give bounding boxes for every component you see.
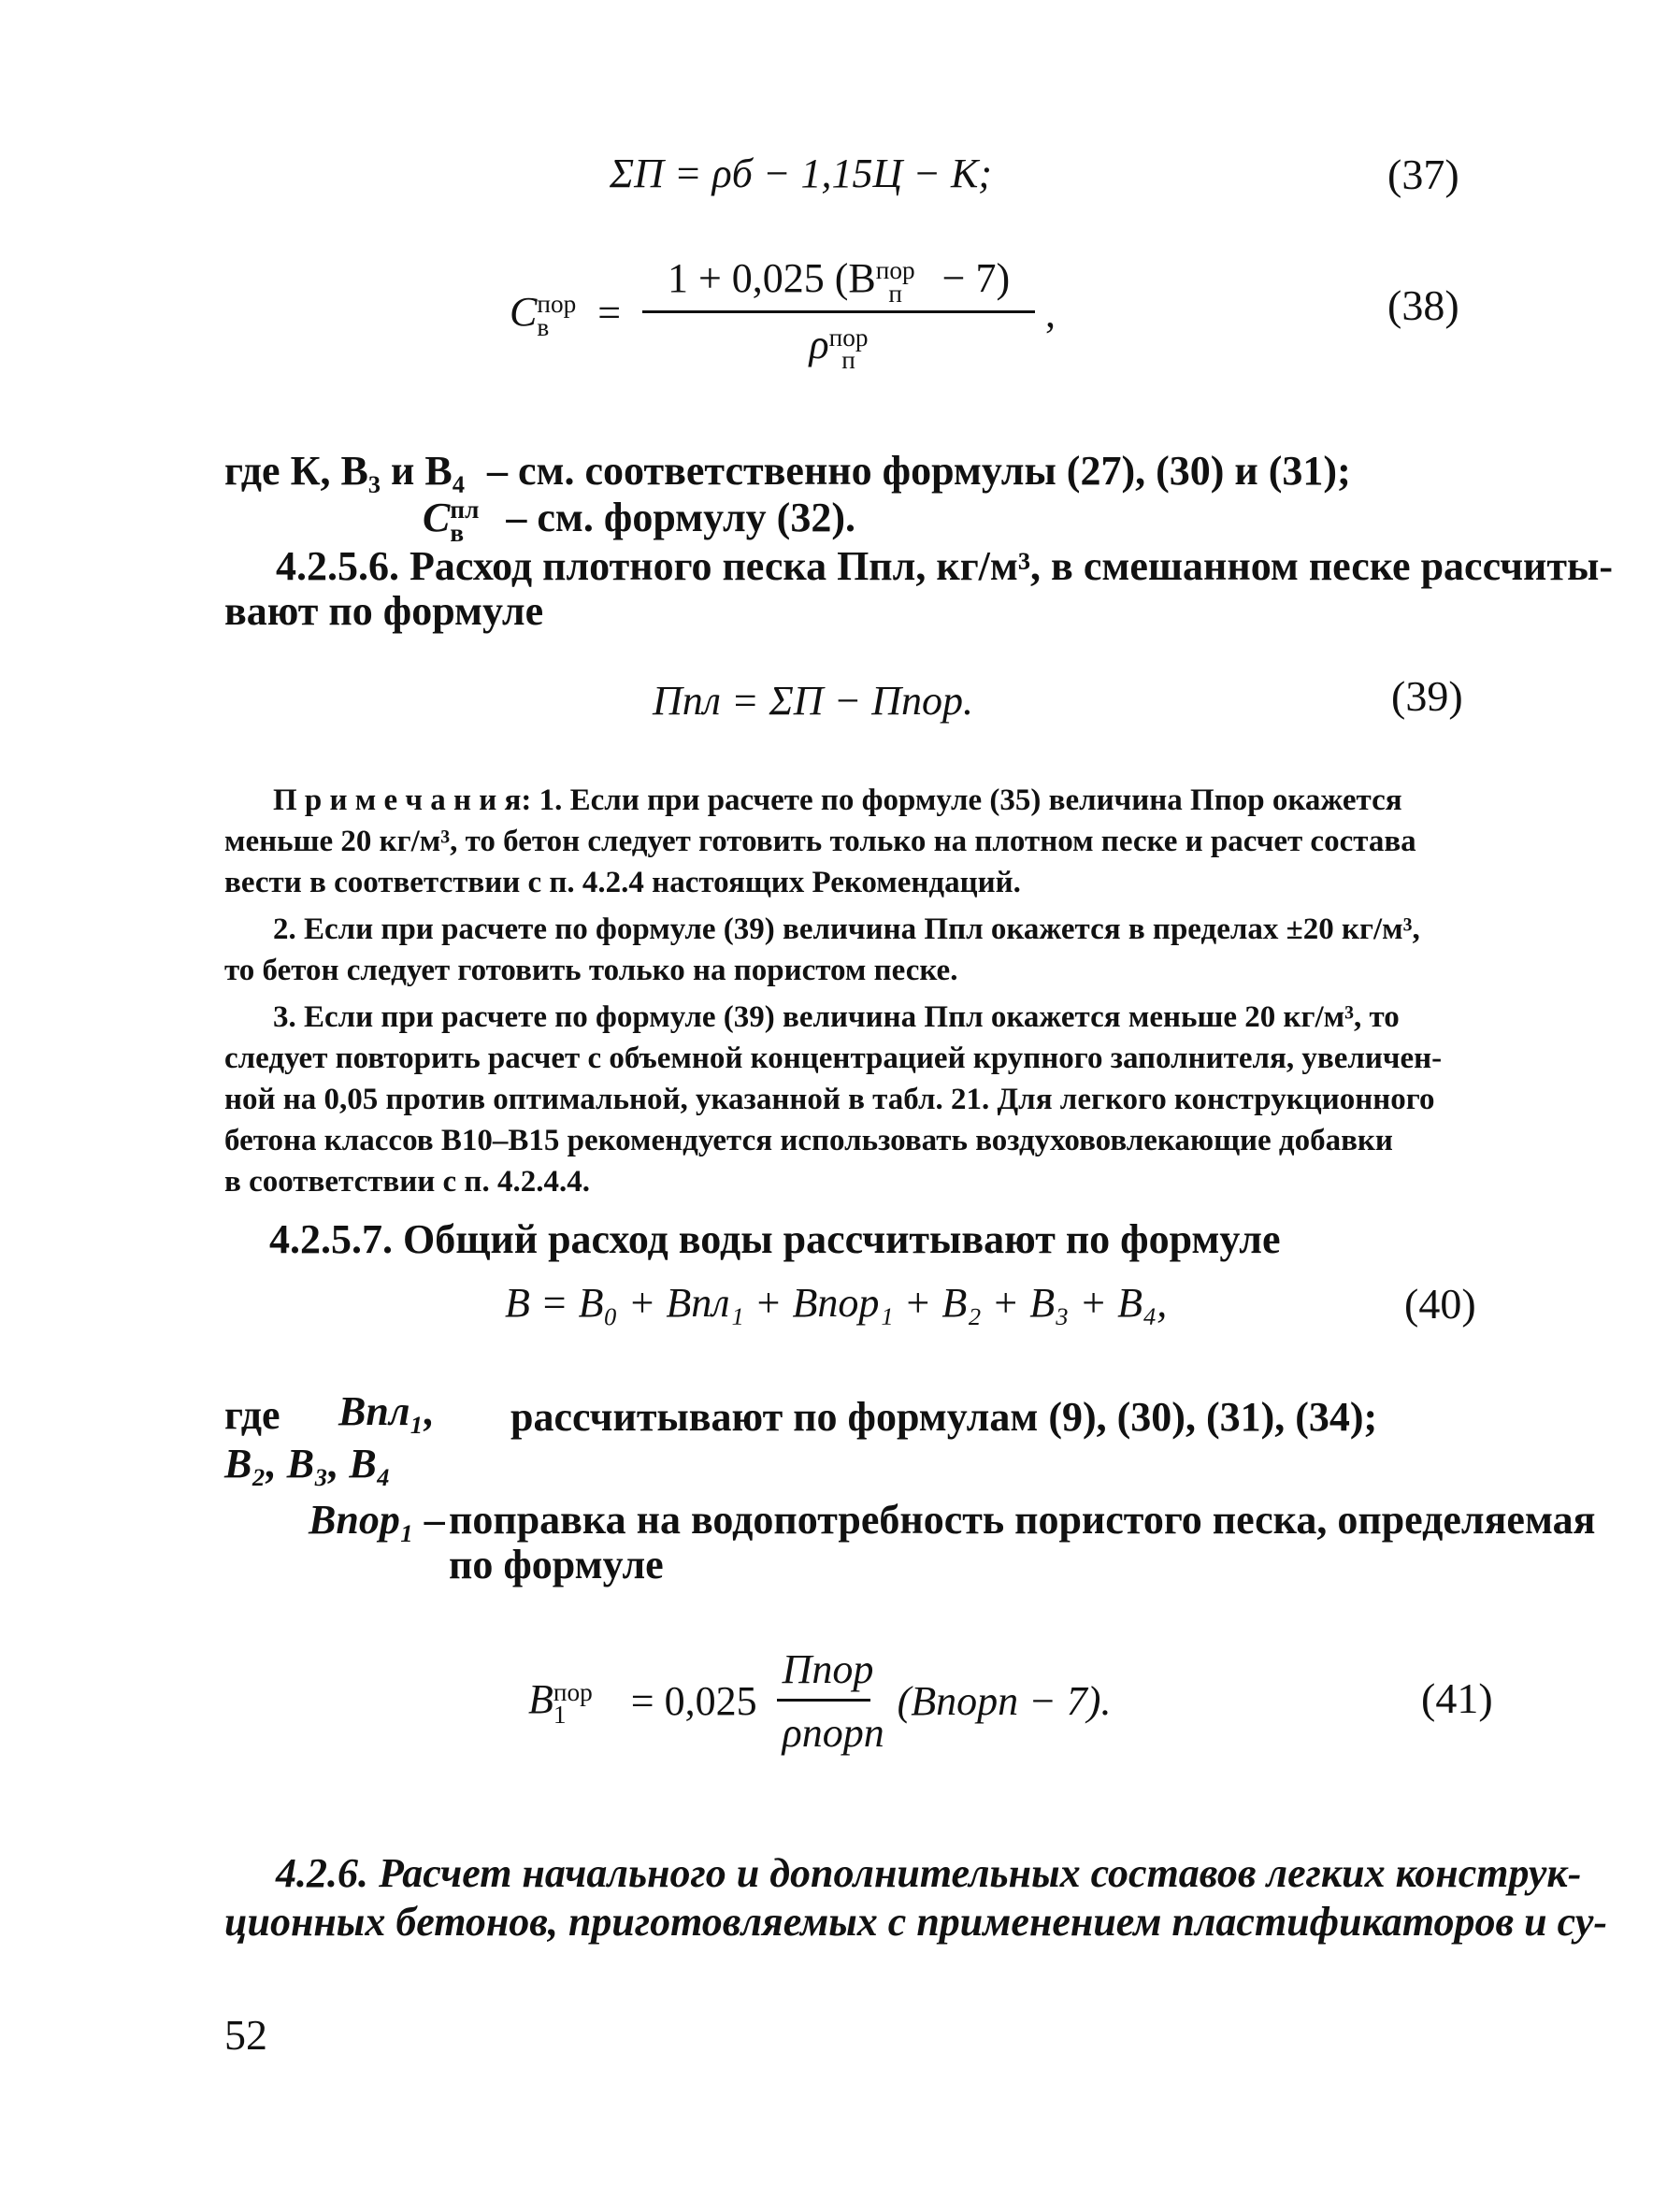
where3-desc: рассчитывают по формулам (9), (30), (31), (34); (510, 1394, 1378, 1440)
where-line-2 (423, 494, 855, 547)
equation-39-number: (39) (1391, 672, 1463, 720)
note2-line1: 2. Если при расчете по формуле (39) величина Ппл окажется в пределах ±20 кг/м³, (273, 912, 1420, 946)
paragraph-4256-line1: 4.2.5.6. Расход плотного песка Ппл, кг/м³, в смешанном песке рассчиты- (276, 543, 1613, 589)
eq41-lhs: B пор 1 (528, 1676, 593, 1730)
where2-term: C пл в (423, 495, 480, 547)
equation-40: B = B₀ + Bпл₁ + Bпор₁ + B₂ + B₃ + B₄, (505, 1280, 1168, 1326)
where1-term: где К, В₃ и В₄ (224, 448, 465, 494)
note1-line1: П р и м е ч а н и я: 1. Если при расчете по формуле (35) величина Ппор окажется (273, 783, 1402, 817)
equation-38: C пор в = 1 + 0,025 (B пор п − 7) ρ пор п , (510, 255, 1056, 375)
where4-desc-line2: по формуле (449, 1542, 664, 1587)
section-426-line2: ционных бетонов, приготовляемых с применением пластификаторов и су- (224, 1899, 1608, 1945)
eq41-fraction: $\frac{\text{Ппор}}{\text{ρпорп}}$ (777, 1645, 870, 1757)
note3-line1: 3. Если при расчете по формуле (39) величина Ппл окажется меньше 20 кг/м³, то (273, 1000, 1400, 1034)
note3-line4: бетона классов В10–В15 рекомендуется использовать воздухововлекающие добавки (224, 1124, 1393, 1157)
eq38-lhs: C пор в (510, 288, 577, 341)
where-line-1 (224, 447, 1351, 495)
where4-desc-line1: поправка на водопотребность пористого песка, определяемая (449, 1497, 1596, 1543)
eq37-rhs: = ρб − 1,15Ц − К; (673, 151, 992, 196)
note3-line2: следует повторить расчет с объемной концентрацией крупного заполнителя, увеличен- (224, 1041, 1443, 1075)
equation-39: Ппл = ΣП − Ппор. (653, 678, 974, 724)
eq37-lhs: ΣП (610, 151, 664, 196)
where1-desc: – см. соответственно формулы (27), (30) и (31); (487, 448, 1351, 494)
paragraph-4257: 4.2.5.7. Общий расход воды рассчитывают по формуле (269, 1216, 1281, 1262)
note3-line3: ной на 0,05 против оптимальной, указанной в табл. 21. Для легкого конструкционного (224, 1083, 1435, 1116)
note1-line3: вести в соответствии с п. 4.2.4 настоящих Рекомендаций. (224, 866, 1021, 899)
note1-line2: меньше 20 кг/м³, то бетон следует готовить только на плотном песке и расчет состава (224, 825, 1416, 858)
equation-41: B пор 1 = 0,025 $\frac{\text{Ппор}}{\text{ρпорп}}$ (Bпорп − 7). (528, 1646, 1112, 1756)
equation-37-number: (37) (1387, 151, 1459, 198)
where3-gde: где (224, 1392, 280, 1438)
equation-37 (610, 150, 992, 197)
equation-38-number: (38) (1387, 281, 1459, 329)
where4-term: Bпор₁ – (309, 1497, 446, 1543)
section-426-line1: 4.2.6. Расчет начального и дополнительных составов легких конструк- (276, 1850, 1582, 1896)
notes-block (224, 780, 1473, 1202)
equation-40-number: (40) (1404, 1280, 1476, 1328)
where3-term2: B₂, B₃, B₄ (224, 1441, 392, 1487)
note3-line5: в соответствии с п. 4.2.4.4. (224, 1165, 590, 1199)
page-number: 52 (224, 2011, 267, 2059)
note2-line2: то бетон следует готовить только на пористом песке. (224, 954, 958, 987)
equation-41-number: (41) (1421, 1674, 1493, 1722)
eq38-fraction: 1 + 0,025 (B пор п − 7) ρ пор п (642, 254, 1035, 372)
where3-term1: Bпл₁, (338, 1388, 435, 1434)
where2-desc: – см. формулу (32). (506, 495, 855, 540)
paragraph-4256-line2: вают по формуле (224, 588, 544, 634)
